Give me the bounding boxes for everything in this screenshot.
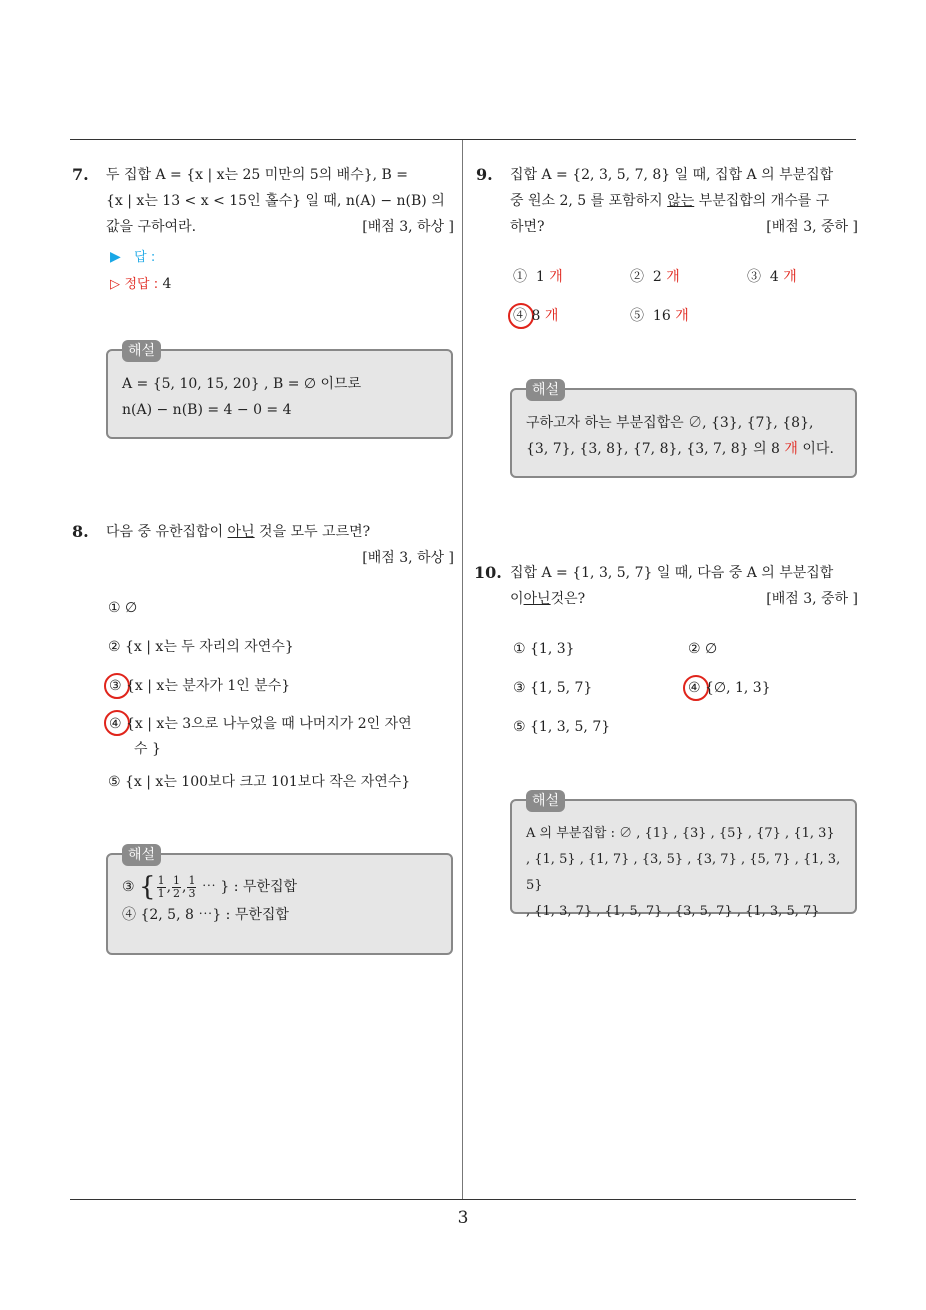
q10-option-4[interactable]: ④ {∅, 1, 3} <box>688 680 771 696</box>
question-7-score: [배점 3, 하상 ] <box>362 219 454 235</box>
q9-option-1[interactable]: ① 1 개 <box>513 269 563 285</box>
play-icon: ▶ <box>110 249 121 265</box>
q9-option-3[interactable]: ③ 4 개 <box>747 269 797 285</box>
q8-option-5[interactable]: ⑤ {x | x는 100보다 크고 101보다 작은 자연수} <box>108 774 411 790</box>
denominator: 3 <box>188 886 196 900</box>
explanation-tag: 해설 <box>526 790 565 812</box>
question-10 <box>476 560 858 612</box>
denominator: 2 <box>173 886 181 900</box>
explanation-rest: ⋯ } : 무한집합 <box>201 879 297 895</box>
fraction <box>172 875 181 900</box>
open-brace: { <box>139 872 156 902</box>
q10-option-1[interactable]: ① {1, 3} <box>513 641 575 657</box>
question-7 <box>72 162 454 298</box>
q8-option-1[interactable]: ① ∅ <box>108 600 138 616</box>
correct-label: 정답 : <box>124 277 159 292</box>
explanation-line-2: {3, 7}, {3, 8}, {7, 8}, {3, 7, 8} 의 8 개 이다. <box>526 441 834 457</box>
explanation-line-2: n(A) − n(B) = 4 − 0 = 4 <box>122 402 292 418</box>
question-10-underlined: 아닌 <box>523 591 551 607</box>
question-7-line-2: {x | x는 13 < x < 15인 홀수} 일 때, n(A) − n(B) 의 <box>106 193 445 209</box>
explanation-line-3: , {1, 3, 7} , {1, 5, 7} , {3, 5, 7} , {1, 3, 5, 7} <box>526 904 820 919</box>
correct-value: 4 <box>162 276 172 292</box>
explanation-tag: 해설 <box>526 379 565 401</box>
explanation-line-2: ④ {2, 5, 8 ⋯} : 무한집합 <box>122 907 289 923</box>
question-7-line-3: 값을 구하여라. <box>106 219 197 235</box>
q10-option-5[interactable]: ⑤ {1, 3, 5, 7} <box>513 719 611 735</box>
question-8-text-pre: 다음 중 유한집합이 <box>106 524 228 540</box>
q9-option-4[interactable]: ④ 8 개 <box>513 308 559 324</box>
numerator: 1 <box>173 873 181 887</box>
column-divider <box>462 140 463 1200</box>
question-9-score: [배점 3, 중하 ] <box>766 219 858 235</box>
fraction <box>187 875 196 900</box>
question-9-line-3: 하면? <box>510 219 545 235</box>
question-10-number: 10. <box>474 563 502 582</box>
question-9-number: 9. <box>476 165 493 184</box>
fraction <box>157 875 166 900</box>
q8-option-3[interactable]: ③ {x | x는 분자가 1인 분수} <box>109 678 291 694</box>
q9-option-5[interactable]: ⑤ 16 개 <box>630 308 689 324</box>
question-8-text <box>72 519 454 571</box>
answer-label: 답 : <box>134 250 156 265</box>
denominator: 1 <box>157 886 165 900</box>
question-9 <box>476 162 858 240</box>
question-9-underlined: 않는 <box>667 193 695 209</box>
page-number: 3 <box>457 1208 469 1228</box>
explanation-tag: 해설 <box>122 844 161 866</box>
question-10-text <box>476 560 858 612</box>
explanation-line-1: ③ { $\frac{1}{1}$ , $\frac{1}{2}$ , $\frac{1}{3}$ ⋯ } : 무한집합 <box>122 872 297 902</box>
q9-option-2[interactable]: ② 2 개 <box>630 269 680 285</box>
top-rule <box>70 139 856 140</box>
question-10-line-2-post: 것은? <box>550 591 586 607</box>
question-8-number: 8. <box>72 522 89 541</box>
explanation-line-1: 구하고자 하는 부분집합은 ∅, {3}, {7}, {8}, <box>526 415 814 431</box>
question-10-score: [배점 3, 중하 ] <box>766 591 858 607</box>
q8-option-4-line-1[interactable]: ④ {x | x는 3으로 나누었을 때 나머지가 2인 자연 <box>109 716 412 732</box>
question-7-text <box>72 162 454 240</box>
explanation-line-1: A 의 부분집합 : ∅ , {1} , {3} , {5} , {7} , {1, 3} <box>526 826 835 841</box>
question-7-correct-line <box>72 271 454 298</box>
question-8-underlined: 아닌 <box>227 524 255 540</box>
question-8-explanation <box>106 847 453 955</box>
question-10-line-2-pre: 이 <box>510 591 524 607</box>
q10-option-3[interactable]: ③ {1, 5, 7} <box>513 680 593 696</box>
question-9-explanation <box>510 382 857 478</box>
question-8 <box>72 519 454 571</box>
question-7-explanation <box>106 343 453 439</box>
numerator: 1 <box>188 873 196 887</box>
q8-option-4-line-2: 수 } <box>134 741 161 757</box>
question-9-line-1: 집합 A = {2, 3, 5, 7, 8} 일 때, 집합 A 의 부분집합 <box>510 167 834 183</box>
question-7-answer-line <box>72 244 454 271</box>
q10-option-2[interactable]: ② ∅ <box>688 641 718 657</box>
numerator: 1 <box>157 873 165 887</box>
triangle-outline-icon: ▷ <box>110 277 120 292</box>
explanation-tag: 해설 <box>122 340 161 362</box>
question-9-line-2-pre: 중 원소 2, 5 를 포함하지 <box>510 193 668 209</box>
q8-option-2[interactable]: ② {x | x는 두 자리의 자연수} <box>108 639 294 655</box>
bottom-rule <box>70 1199 856 1200</box>
explanation-prefix: ③ <box>122 879 135 895</box>
question-8-text-post: 것을 모두 고르면? <box>254 524 371 540</box>
explanation-line-1: A = {5, 10, 15, 20} , B = ∅ 이므로 <box>122 376 362 392</box>
question-9-text <box>476 162 858 240</box>
question-9-line-2-post: 부분집합의 개수를 구 <box>694 193 830 209</box>
question-10-explanation <box>510 793 857 919</box>
question-7-number: 7. <box>72 165 89 184</box>
question-8-score: [배점 3, 하상 ] <box>362 550 454 566</box>
explanation-line-2: , {1, 5} , {1, 7} , {3, 5} , {3, 7} , {5, 7} , {1, 3, 5} <box>526 852 841 893</box>
question-10-line-1: 집합 A = {1, 3, 5, 7} 일 때, 다음 중 A 의 부분집합 <box>510 565 834 581</box>
question-7-line-1: 두 집합 A = {x | x는 25 미만의 5의 배수}, B = <box>106 167 408 183</box>
